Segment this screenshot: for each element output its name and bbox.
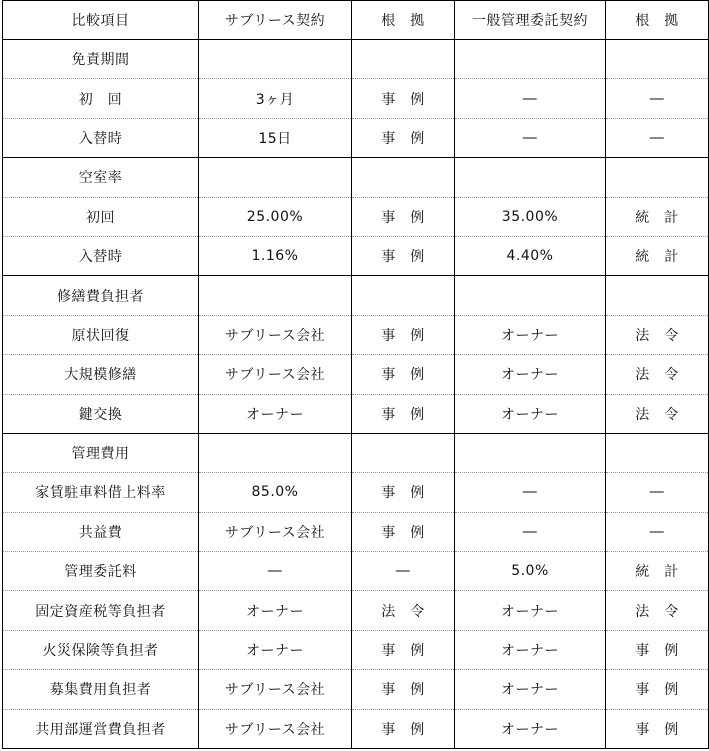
sublease-basis-cell: 事 例 xyxy=(352,197,455,236)
sublease-basis-cell: 事 例 xyxy=(352,315,455,354)
general-value-cell: オーナー xyxy=(455,709,606,748)
sublease-basis-cell: 事 例 xyxy=(352,670,455,709)
general-value-cell: ― xyxy=(455,512,606,551)
sublease-value-cell: サブリース会社 xyxy=(199,709,352,748)
table-row xyxy=(3,670,709,709)
header-comparison-item: 比較項目 xyxy=(3,1,199,40)
general-basis-cell: 事 例 xyxy=(606,709,709,748)
general-basis-cell: 法 令 xyxy=(606,355,709,394)
item-cell: 初 回 xyxy=(3,79,199,118)
item-cell: 免責期間 xyxy=(3,40,199,79)
table-row xyxy=(3,276,709,315)
table-row xyxy=(3,40,709,79)
general-value-cell: オーナー xyxy=(455,355,606,394)
item-cell: 共益費 xyxy=(3,512,199,551)
sublease-value-cell: サブリース会社 xyxy=(199,355,352,394)
table-row xyxy=(3,355,709,394)
sublease-value-cell xyxy=(199,433,352,472)
general-value-cell xyxy=(455,276,606,315)
sublease-value-cell: オーナー xyxy=(199,591,352,630)
header-row xyxy=(3,1,709,40)
general-value-cell xyxy=(455,40,606,79)
sublease-value-cell: 15日 xyxy=(199,118,352,157)
general-basis-cell: ― xyxy=(606,473,709,512)
general-basis-cell: 統 計 xyxy=(606,197,709,236)
general-value-cell xyxy=(455,433,606,472)
table-row xyxy=(3,473,709,512)
sublease-value-cell xyxy=(199,158,352,197)
item-cell: 空室率 xyxy=(3,158,199,197)
header-basis-sublease: 根 拠 xyxy=(352,1,455,40)
sublease-basis-cell: 事 例 xyxy=(352,512,455,551)
general-basis-cell xyxy=(606,276,709,315)
table-row xyxy=(3,709,709,748)
table-row xyxy=(3,79,709,118)
sublease-basis-cell xyxy=(352,40,455,79)
table-body xyxy=(3,40,709,749)
table-row xyxy=(3,197,709,236)
general-basis-cell: 統 計 xyxy=(606,552,709,591)
general-basis-cell xyxy=(606,40,709,79)
sublease-value-cell: サブリース会社 xyxy=(199,512,352,551)
sublease-basis-cell: 事 例 xyxy=(352,118,455,157)
general-basis-cell: 事 例 xyxy=(606,630,709,669)
general-basis-cell: ― xyxy=(606,512,709,551)
item-cell: 原状回復 xyxy=(3,315,199,354)
table-row xyxy=(3,552,709,591)
general-basis-cell: ― xyxy=(606,79,709,118)
item-cell: 初回 xyxy=(3,197,199,236)
general-value-cell xyxy=(455,158,606,197)
general-value-cell: 35.00% xyxy=(455,197,606,236)
sublease-value-cell: 85.0% xyxy=(199,473,352,512)
item-cell: 募集費用負担者 xyxy=(3,670,199,709)
sublease-basis-cell: 事 例 xyxy=(352,79,455,118)
item-cell: 火災保険等負担者 xyxy=(3,630,199,669)
sublease-basis-cell: 事 例 xyxy=(352,473,455,512)
sublease-basis-cell: 事 例 xyxy=(352,236,455,275)
item-cell: 入替時 xyxy=(3,236,199,275)
general-basis-cell: 統 計 xyxy=(606,236,709,275)
general-value-cell: オーナー xyxy=(455,315,606,354)
item-cell: 修繕費負担者 xyxy=(3,276,199,315)
sublease-basis-cell xyxy=(352,158,455,197)
general-value-cell: オーナー xyxy=(455,394,606,433)
general-basis-cell: 法 令 xyxy=(606,315,709,354)
item-cell: 管理費用 xyxy=(3,433,199,472)
general-basis-cell xyxy=(606,158,709,197)
table-row xyxy=(3,158,709,197)
general-value-cell: オーナー xyxy=(455,670,606,709)
sublease-value-cell: 1.16% xyxy=(199,236,352,275)
item-cell: 共用部運営費負担者 xyxy=(3,709,199,748)
table-row xyxy=(3,591,709,630)
item-cell: 鍵交換 xyxy=(3,394,199,433)
sublease-basis-cell: 事 例 xyxy=(352,355,455,394)
table-row xyxy=(3,512,709,551)
general-basis-cell: ― xyxy=(606,118,709,157)
general-basis-cell: 法 令 xyxy=(606,591,709,630)
general-value-cell: ― xyxy=(455,118,606,157)
sublease-basis-cell: 事 例 xyxy=(352,709,455,748)
table-row xyxy=(3,118,709,157)
sublease-value-cell: サブリース会社 xyxy=(199,670,352,709)
table-row xyxy=(3,433,709,472)
item-cell: 入替時 xyxy=(3,118,199,157)
general-basis-cell xyxy=(606,433,709,472)
header-basis-general: 根 拠 xyxy=(606,1,709,40)
sublease-value-cell: オーナー xyxy=(199,630,352,669)
sublease-value-cell: ― xyxy=(199,552,352,591)
sublease-basis-cell: 事 例 xyxy=(352,630,455,669)
general-value-cell: 5.0% xyxy=(455,552,606,591)
general-value-cell: オーナー xyxy=(455,591,606,630)
general-value-cell: ― xyxy=(455,473,606,512)
table-row xyxy=(3,630,709,669)
sublease-value-cell: 25.00% xyxy=(199,197,352,236)
header-sublease-contract: サブリース契約 xyxy=(199,1,352,40)
sublease-value-cell xyxy=(199,276,352,315)
table-row xyxy=(3,236,709,275)
general-value-cell: ― xyxy=(455,79,606,118)
item-cell: 大規模修繕 xyxy=(3,355,199,394)
sublease-basis-cell xyxy=(352,433,455,472)
comparison-table xyxy=(2,0,709,749)
item-cell: 家賃駐車料借上料率 xyxy=(3,473,199,512)
general-basis-cell: 事 例 xyxy=(606,670,709,709)
sublease-value-cell xyxy=(199,40,352,79)
header-general-management-contract: 一般管理委託契約 xyxy=(455,1,606,40)
sublease-basis-cell xyxy=(352,276,455,315)
sublease-value-cell: サブリース会社 xyxy=(199,315,352,354)
item-cell: 固定資産税等負担者 xyxy=(3,591,199,630)
sublease-value-cell: オーナー xyxy=(199,394,352,433)
table-header xyxy=(3,1,709,40)
sublease-basis-cell: 事 例 xyxy=(352,394,455,433)
general-value-cell: オーナー xyxy=(455,630,606,669)
sublease-basis-cell: 法 令 xyxy=(352,591,455,630)
item-cell: 管理委託料 xyxy=(3,552,199,591)
general-value-cell: 4.40% xyxy=(455,236,606,275)
sublease-value-cell: 3ヶ月 xyxy=(199,79,352,118)
table-row xyxy=(3,315,709,354)
general-basis-cell: 法 令 xyxy=(606,394,709,433)
table-row xyxy=(3,394,709,433)
sublease-basis-cell: ― xyxy=(352,552,455,591)
